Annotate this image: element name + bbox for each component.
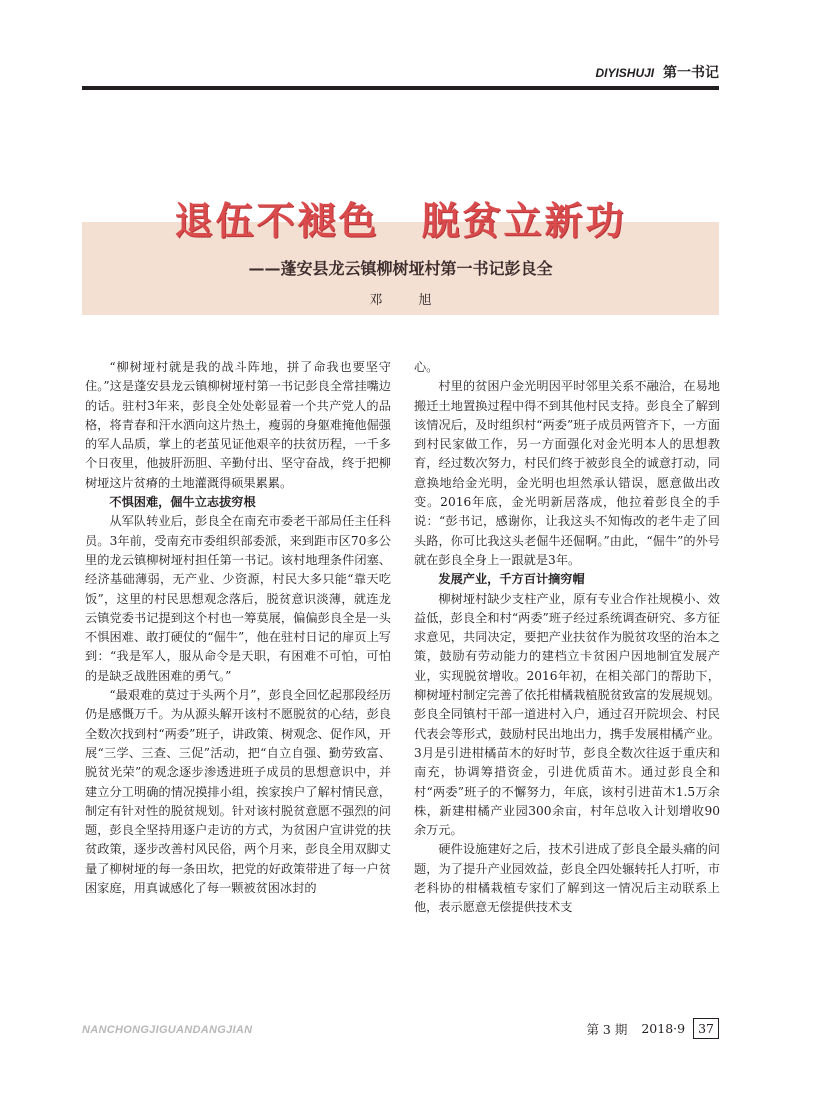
header-rule	[82, 86, 719, 90]
article-subtitle: ——蓬安县龙云镇柳树垭村第一书记彭良全	[248, 259, 553, 278]
left-column	[85, 358, 391, 898]
journal-name-en: DIYISHUJI	[595, 66, 655, 80]
journal-section-cn: 第一书记	[663, 65, 719, 81]
paragraph: 硬件设施建好之后，技术引进成了彭良全最头痛的问题，为了提升产业园效益，彭良全四处辗转托人打听，市老科协的柑橘栽植专家们了解到这一情况后主动联系上他，表示愿意无偿提供技术支	[414, 842, 720, 915]
footer-issue-info	[586, 1018, 719, 1039]
issue-date: 2018·9	[641, 1021, 686, 1036]
paragraph: 村里的贫困户金光明因平时邻里关系不融洽，在易地搬迁土地置换过程中得不到其他村民支持。彭良全了解到该情况后，及时组织村“两委”班子成员两管齐下，一方面到村民家做工作，另一方面强化对金光明本人的思想教育，经过数次努力，村民们终于被彭良全的诚意打动，同意换地给金光明，金光明也坦然承认错误，愿意做出改变。2016年底，金光明新居落成，他拉着彭良全的手说：“彭书记，感谢你，让我这头不知悔改的老牛走了回头路，你可比我这头老倔牛还倔啊。”由此，“倔牛”的外号就在彭良全身上一跟就是3年。	[414, 379, 720, 567]
paragraph: 柳树垭村缺少支柱产业，原有专业合作社规模小、效益低，彭良全和村“两委”班子经过系统调查研究、多方征求意见，共同决定，要把产业扶贫作为脱贫攻坚的治本之策，鼓励有劳动能力的建档立卡贫困户因地制宜发展产业，实现脱贫增收。2016年初，在相关部门的帮助下，柳树垭村制定完善了依托柑橘栽植脱贫致富的发展规划。彭良全同镇村干部一道进村入户，通过召开院坝会、村民代表会等形式，鼓励村民出地出力，携手发展柑橘产业。3月是引进柑橘苗木的好时节，彭良全数次往返于重庆和南充，协调筹措资金，引进优质苗木。通过彭良全和村“两委”班子的不懈努力，年底，该村引进苗木1.5万余株，新建柑橘产业园300余亩，村年总收入计划增收90余万元。	[414, 591, 720, 838]
footer-journal-name: NANCHONGJIGUANDANGJIAN	[82, 1024, 253, 1036]
running-header	[595, 62, 719, 82]
section-heading: 发展产业，千方百计摘穷帽	[438, 572, 585, 587]
issue-number: 第 3 期	[586, 1021, 628, 1037]
right-column	[414, 358, 720, 918]
article-title-part2: 脱贫立新功	[421, 199, 627, 243]
article-author: 邓 旭	[369, 293, 448, 308]
article-title-part1: 退伍不褪色	[174, 199, 380, 243]
section-heading: 不惧困难，倔牛立志拔穷根	[109, 495, 256, 510]
paragraph: 从军队转业后，彭良全在南充市委老干部局任主任科员。3年前，受南充市委组织部委派，来到距市区70多公里的龙云镇柳树垭村担任第一书记。该村地理条件闭塞、经济基础薄弱，无产业、少资源，村民大多只能“靠天吃饭”，这里的村民思想观念落后，脱贫意识淡薄，就连龙云镇党委书记提到这个村也一筹莫展，偏偏彭良全是一头不惧困难、敢打硬仗的“倔牛”，他在驻村日记的扉页上写到：“我是军人，服从命令是天职，有困难不可怕，可怕的是缺乏战胜困难的勇气。”	[85, 514, 391, 683]
page-number: 37	[693, 1018, 719, 1039]
paragraph: “柳树垭村就是我的战斗阵地，拼了命我也要坚守住。”这是蓬安县龙云镇柳树垭村第一书记彭良全常挂嘴边的话。驻村3年来，彭良全处处彰显着一个共产党人的品格，将青春和汗水洒向这片热土，瘦弱的身躯难掩他倔强的军人品质，掌上的老茧见证他艰辛的扶贫历程，一千多个日夜里，他披肝沥胆、辛勤付出、坚守奋战，终于把柳树垭这片贫瘠的土地灌溉得硕果累累。	[85, 360, 391, 490]
paragraph-continuation: 心。	[414, 360, 439, 374]
paragraph: “最艰难的莫过于头两个月”，彭良全回忆起那段经历仍是感慨万千。为从源头解开该村不愿脱贫的心结，彭良全数次找到村“两委”班子，讲政策、树观念、促作风，开展“三学、三查、三促”活动，把“自立自强、勤劳致富、脱贫光荣”的观念逐步渗透进班子成员的思想意识中，并建立分工明确的情况摸排小组，挨家挨户了解村情民意，制定有针对性的脱贫规划。针对该村脱贫意愿不强烈的问题，彭良全坚持用逐户走访的方式，为贫困户宣讲党的扶贫政策，逐步改善村风民俗，两个月来，彭良全用双脚丈量了柳树垭的每一条田坎，把党的好政策带进了每一户贫困家庭，用真诚感化了每一颗被贫困冰封的	[85, 688, 391, 896]
article-title	[82, 190, 719, 245]
